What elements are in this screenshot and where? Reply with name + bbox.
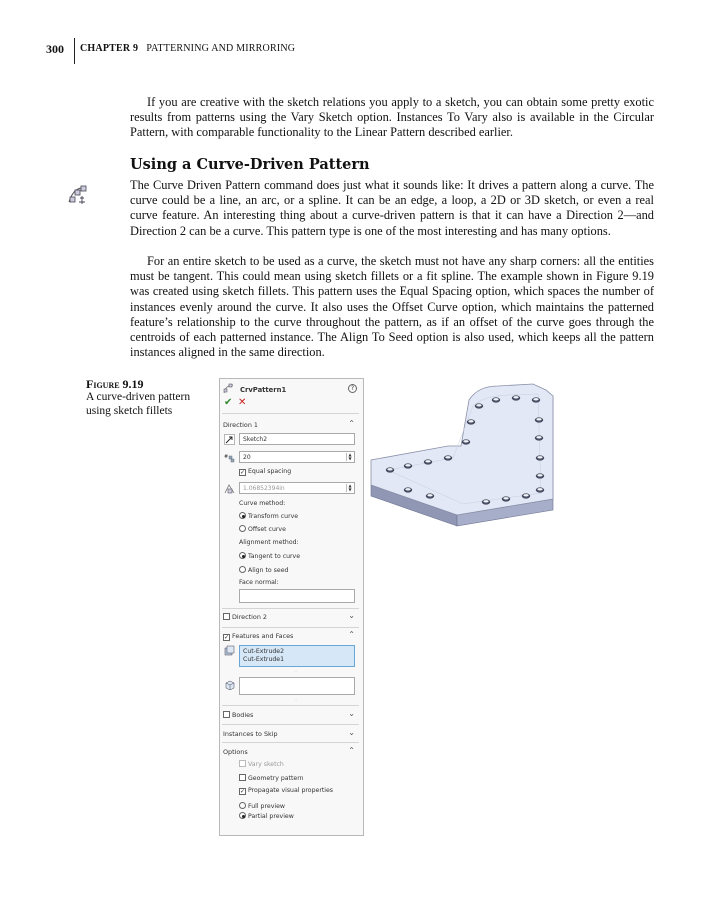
hole-highlight (536, 436, 541, 438)
list-item[interactable]: Cut-Extrude2 (243, 648, 285, 655)
panel-title-bar (223, 383, 359, 395)
instances-to-skip-label: Instances to Skip (223, 730, 278, 738)
section-heading: Using a Curve-Driven Pattern (130, 156, 370, 173)
tangent-to-curve-label: Tangent to curve (248, 553, 301, 560)
svg-text:#: # (224, 454, 229, 460)
section-divider (222, 724, 359, 725)
curve-method-label: Curve method: (239, 500, 286, 507)
hole-highlight (537, 488, 542, 490)
hole-highlight (476, 404, 481, 406)
spinner-arrows-icon[interactable]: ▲ ▼ (346, 484, 353, 492)
spinner-arrows-icon[interactable]: ▲ ▼ (346, 453, 353, 461)
hole-highlight (445, 456, 450, 458)
hole-highlight (536, 418, 541, 420)
figure-label: Figure 9.19 (86, 377, 144, 391)
direction2-header[interactable] (223, 613, 359, 623)
geometry-pattern-option[interactable] (239, 774, 304, 782)
features-faces-header[interactable] (223, 632, 359, 642)
hole-highlight (463, 440, 468, 442)
radio-icon[interactable] (239, 566, 246, 573)
chevron-up-icon[interactable]: ⌃ (348, 746, 355, 755)
features-icon (224, 645, 235, 656)
hole-highlight (537, 474, 542, 476)
radio-selected-icon[interactable] (239, 812, 246, 819)
checkbox-checked-icon[interactable]: ✓ (224, 634, 230, 641)
hole-highlight (483, 500, 488, 502)
vary-sketch-label: Vary sketch (248, 761, 284, 768)
section-divider (222, 608, 359, 609)
full-preview-label: Full preview (248, 803, 285, 810)
chapter-title: PATTERNING AND MIRRORING (146, 43, 296, 54)
options-label: Options (223, 748, 248, 756)
section-divider (222, 413, 359, 414)
radio-selected-icon[interactable] (239, 512, 246, 519)
spacing-value: 1.06852394in (243, 485, 285, 492)
tangent-to-curve-option[interactable] (239, 552, 300, 560)
hole-highlight (537, 456, 542, 458)
checkbox-icon[interactable] (223, 711, 230, 718)
chevron-down-icon[interactable]: ⌄ (348, 728, 355, 737)
chevron-up-icon[interactable]: ⌃ (348, 419, 355, 428)
offset-curve-option[interactable] (239, 525, 286, 533)
chevron-down-icon[interactable]: ⌄ (348, 709, 355, 718)
direction1-label: Direction 1 (223, 421, 258, 429)
curve-pattern-icon (223, 383, 234, 394)
faces-icon (224, 679, 235, 690)
instances-to-skip-header[interactable] (223, 730, 359, 740)
radio-selected-icon[interactable] (239, 552, 246, 559)
curve-pattern-icon (66, 182, 90, 206)
curve-reference-field[interactable]: Sketch2 (239, 433, 355, 445)
help-icon[interactable]: ? (348, 384, 357, 393)
hole-highlight (425, 460, 430, 462)
instances-value: 20 (243, 454, 251, 461)
checkbox-icon[interactable] (239, 774, 246, 781)
propagate-visual-label: Propagate visual properties (248, 787, 334, 794)
section-paragraph-1: The Curve Driven Pattern command does just what it sounds like: It drives a pattern along a curve. The curve could be a line, an arc, or a spline. It can be an edge, a loop, a 2D or 3D sketch, or even a real curve feature. An interesting thing about a curve-driven pattern is that it can have a Direction 2—and Direction 2 can be a curve. This pattern type is one of the most interesting and has many options. (130, 178, 654, 238)
figure-caption: A curve-driven pattern using sketch fillets (86, 391, 191, 417)
curve-pattern-property-manager (219, 378, 364, 836)
hole-highlight (533, 398, 538, 400)
section-divider (222, 627, 359, 628)
face-normal-field[interactable] (239, 589, 355, 603)
hole-highlight (523, 494, 528, 496)
ok-button[interactable]: ✔ (224, 397, 233, 408)
patterned-part-model (368, 378, 568, 528)
section-divider (222, 742, 359, 743)
hole-highlight (513, 396, 518, 398)
full-preview-option[interactable] (239, 802, 285, 810)
direction2-label: Direction 2 (232, 613, 267, 621)
partial-preview-label: Partial preview (248, 813, 294, 820)
header-rule (74, 38, 75, 64)
resize-grip-icon[interactable]: ◦ (295, 669, 298, 674)
faces-list[interactable] (239, 677, 355, 695)
instances-icon (224, 452, 235, 463)
checkbox-checked-icon[interactable]: ✓ (240, 469, 246, 476)
offset-curve-label: Offset curve (248, 526, 286, 533)
face-normal-label: Face normal: (239, 579, 279, 586)
hole-highlight (405, 488, 410, 490)
align-to-seed-option[interactable] (239, 566, 288, 574)
geometry-pattern-label: Geometry pattern (248, 775, 304, 782)
direction-arrow-icon[interactable] (224, 434, 235, 445)
section-divider (222, 705, 359, 706)
features-faces-label: Features and Faces (232, 632, 294, 640)
spacing-icon (224, 483, 235, 494)
options-header[interactable] (223, 748, 359, 758)
list-item[interactable]: Cut-Extrude1 (243, 656, 285, 663)
vary-sketch-option[interactable] (239, 760, 284, 768)
page-number: 300 (46, 42, 64, 56)
alignment-method-label: Alignment method: (239, 539, 299, 546)
intro-paragraph: If you are creative with the sketch relations you apply to a sketch, you can obtain some pretty exotic results from patterns using the Vary Sketch option. Instances To Vary also is available in the Circular Pattern, with comparable functionality to the Linear Pattern described earlier. (130, 95, 654, 140)
transform-curve-label: Transform curve (248, 513, 299, 520)
partial-preview-option[interactable] (239, 812, 294, 820)
hole-highlight (405, 464, 410, 466)
equal-spacing-option[interactable] (239, 468, 291, 476)
checkbox-disabled-icon[interactable] (239, 760, 246, 767)
hole-highlight (503, 497, 508, 499)
bodies-header[interactable] (223, 711, 359, 721)
instances-stepper[interactable] (239, 451, 355, 463)
section-paragraph-2: For an entire sketch to be used as a curve, the sketch must not have any sharp corners: all the entities must be tangent. This could mean using sketch fillets or a fit spline. The example shown in Figure 9.19 was created using sketch fillets. This pattern uses the Equal Spacing option, which spaces the number of instances evenly around the curve. It also uses the Offset Curve option, which maintains the patterned feature’s relationship to the curve throughout the pattern, as if an offset of the curve goes through the centroids of each patterned instance. The Align To Seed option is also used, which keeps all the pattern instances aligned in the same direction. (130, 254, 654, 360)
propagate-visual-option[interactable] (239, 787, 333, 795)
radio-icon[interactable] (239, 802, 246, 809)
chapter-label: CHAPTER 9 (80, 43, 139, 54)
bodies-label: Bodies (232, 711, 254, 719)
checkbox-checked-icon[interactable]: ✓ (240, 788, 246, 795)
radio-icon[interactable] (239, 525, 246, 532)
hole-highlight (493, 398, 498, 400)
checkbox-icon[interactable] (223, 613, 230, 620)
align-to-seed-label: Align to seed (248, 567, 289, 574)
direction1-header[interactable] (223, 421, 359, 431)
running-header (80, 43, 295, 54)
transform-curve-option[interactable] (239, 512, 298, 520)
spacing-stepper[interactable] (239, 482, 355, 494)
cancel-button[interactable]: ✕ (238, 397, 247, 408)
chevron-down-icon[interactable]: ⌄ (348, 611, 355, 620)
hole-highlight (387, 468, 392, 470)
hole-highlight (427, 494, 432, 496)
features-list[interactable] (239, 645, 355, 667)
panel-title: CrvPattern1 (240, 386, 287, 394)
hole-highlight (468, 420, 473, 422)
chevron-up-icon[interactable]: ⌃ (348, 630, 355, 639)
resize-grip-icon[interactable]: ◦ (295, 697, 298, 702)
equal-spacing-label: Equal spacing (248, 468, 292, 475)
